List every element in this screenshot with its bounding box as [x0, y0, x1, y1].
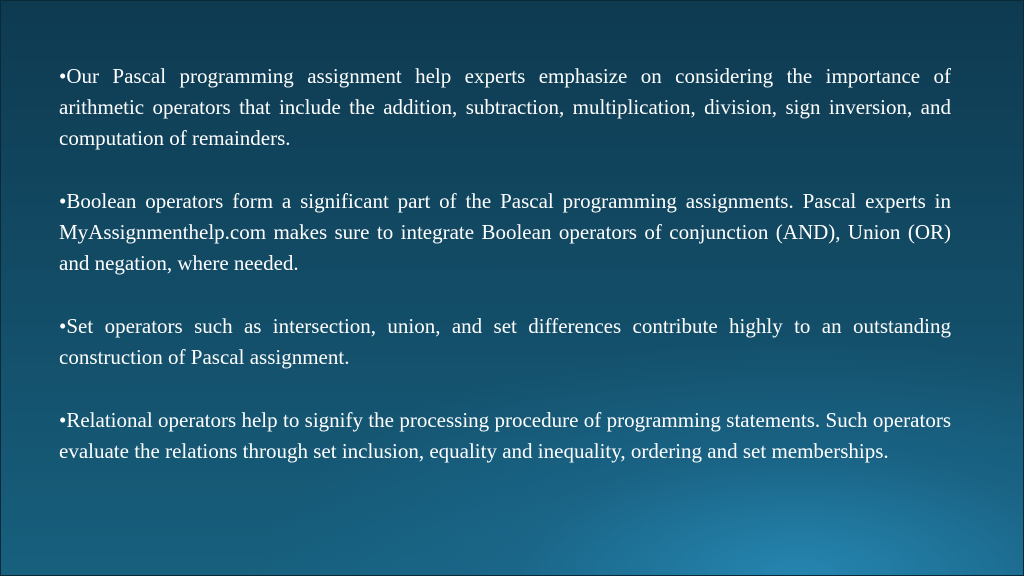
- bullet-set-operators: •Set operators such as intersection, union, and set differences contribute highly to an outstanding construction of Pascal assignment.: [59, 314, 951, 369]
- bullet-arithmetic-operators: •Our Pascal programming assignment help experts emphasize on considering the importance of arithmetic operators that include the addition, subtraction, multiplication, division, sign inversion, and computation of remainders.: [59, 64, 951, 150]
- bullet-boolean-operators: •Boolean operators form a significant part of the Pascal programming assignments. Pascal experts in MyAssignmenthelp.com makes sure to integrate Boolean operators of conjunction (AND), Union (OR) and negation, where needed.: [59, 189, 951, 275]
- slide-body: [59, 61, 951, 499]
- bullet-relational-operators: •Relational operators help to signify the processing procedure of programming statements. Such operators evaluate the relations through set inclusion, equality and inequality, ordering and set memberships.: [59, 408, 951, 463]
